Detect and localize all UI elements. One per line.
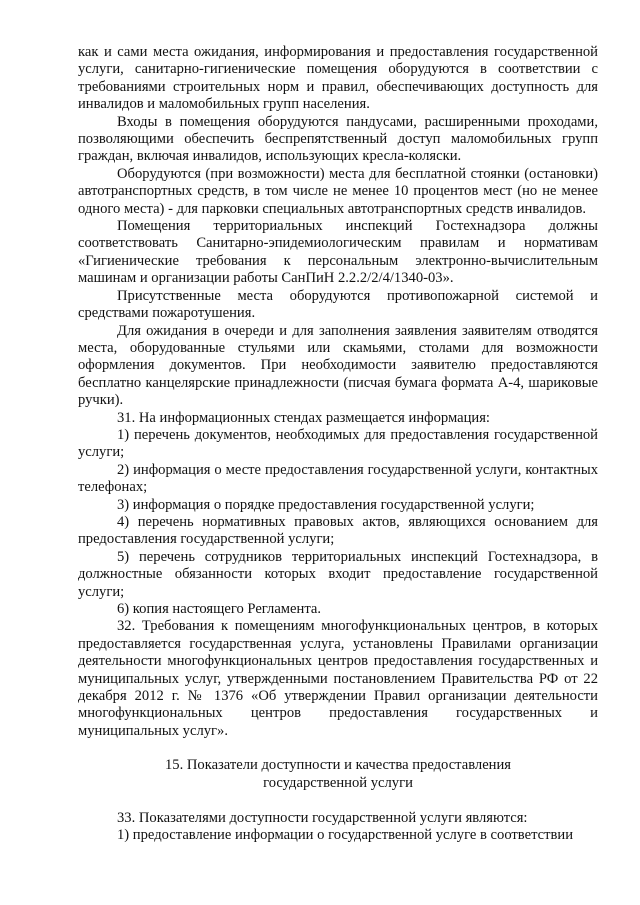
list-item-6: 6) копия настоящего Регламента. (117, 601, 322, 617)
section-heading-line-2: государственной услуги (263, 774, 413, 791)
section-heading-line-1: 15. Показатели доступности и качества предоставления (164, 757, 512, 774)
paragraph-accessibility-indicators: 33. Показателями доступности государственной услуги являются: (117, 810, 528, 827)
list-item-indicator-1: 1) предоставление информации о государственной услуге в соответствии (117, 827, 574, 844)
paragraph-accessibility-rooms: как и сами места ожидания, информирования и предоставления государственной услуги, санитарно-гигиенические помещения оборудуются в соответствии с требованиями строительных норм и правил, обеспечивающих доступность для инвалидов и маломобильных групп населения. (78, 44, 598, 113)
paragraph-parking: Оборудуются (при возможности) места для бесплатной стоянки (остановки) автотранспортных средств, в том числе не менее 10 процентов мест (но не менее одного места) - для парковки специальных автотранспортных средств инвалидов. (78, 165, 598, 217)
list-item-1: 1) перечень документов, необходимых для предоставления государственной услуги; (78, 426, 598, 461)
list-item-2: 2) информация о месте предоставления государственной услуги, контактных телефонах; (78, 461, 598, 496)
paragraph-sanpin: Помещения территориальных инспекций Гостехнадзора должны соответствовать Санитарно-эпидемиологическим правилам и нормативам «Гигиенические требования к персональным электронно-вычислительным машинам и организации работы СанПиН 2.2.2/2/4/1340-03». (78, 218, 598, 287)
paragraph-waiting-area: Для ожидания в очереди и для заполнения заявления заявителям отводятся места, оборудованные стульями или скамьями, столами для возможности оформления документов. При необходимости заявителю предоставляются бесплатно канцелярские принадлежности (писчая бумага формата А-4, шариковые ручки). (78, 322, 598, 409)
list-item-4: 4) перечень нормативных правовых актов, являющихся основанием для предоставления государственной услуги; (78, 513, 598, 548)
paragraph-fire-safety: Присутственные места оборудуются противопожарной системой и средствами пожаротушения. (78, 287, 598, 322)
list-item-5: 5) перечень сотрудников территориальных инспекций Гостехнадзора, в должностные обязанности которых входит предоставление государственной услуги; (78, 548, 598, 600)
paragraph-entrances: Входы в помещения оборудуются пандусами, расширенными проходами, позволяющими обеспечить беспрепятственный доступ маломобильных групп граждан, включая инвалидов, использующих кресла-коляски. (78, 113, 598, 165)
paragraph-info-stands: 31. На информационных стендах размещается информация: (117, 409, 490, 426)
paragraph-mfc-requirements: 32. Требования к помещениям многофункциональных центров, в которых предоставляется государственная услуга, установлены Правилами организации деятельности многофункциональных центров предоставления государственных и муниципальных услуг, утвержденными постановлением Правительства РФ от 22 декабря 2012 г. № 1376 «Об утверждении Правил организации деятельности многофункциональных центров предоставления государственных и муниципальных услуг». (78, 618, 598, 739)
section-heading (78, 757, 598, 792)
list-item-3: 3) информация о порядке предоставления государственной услуги; (117, 496, 535, 513)
document-page (78, 44, 598, 845)
